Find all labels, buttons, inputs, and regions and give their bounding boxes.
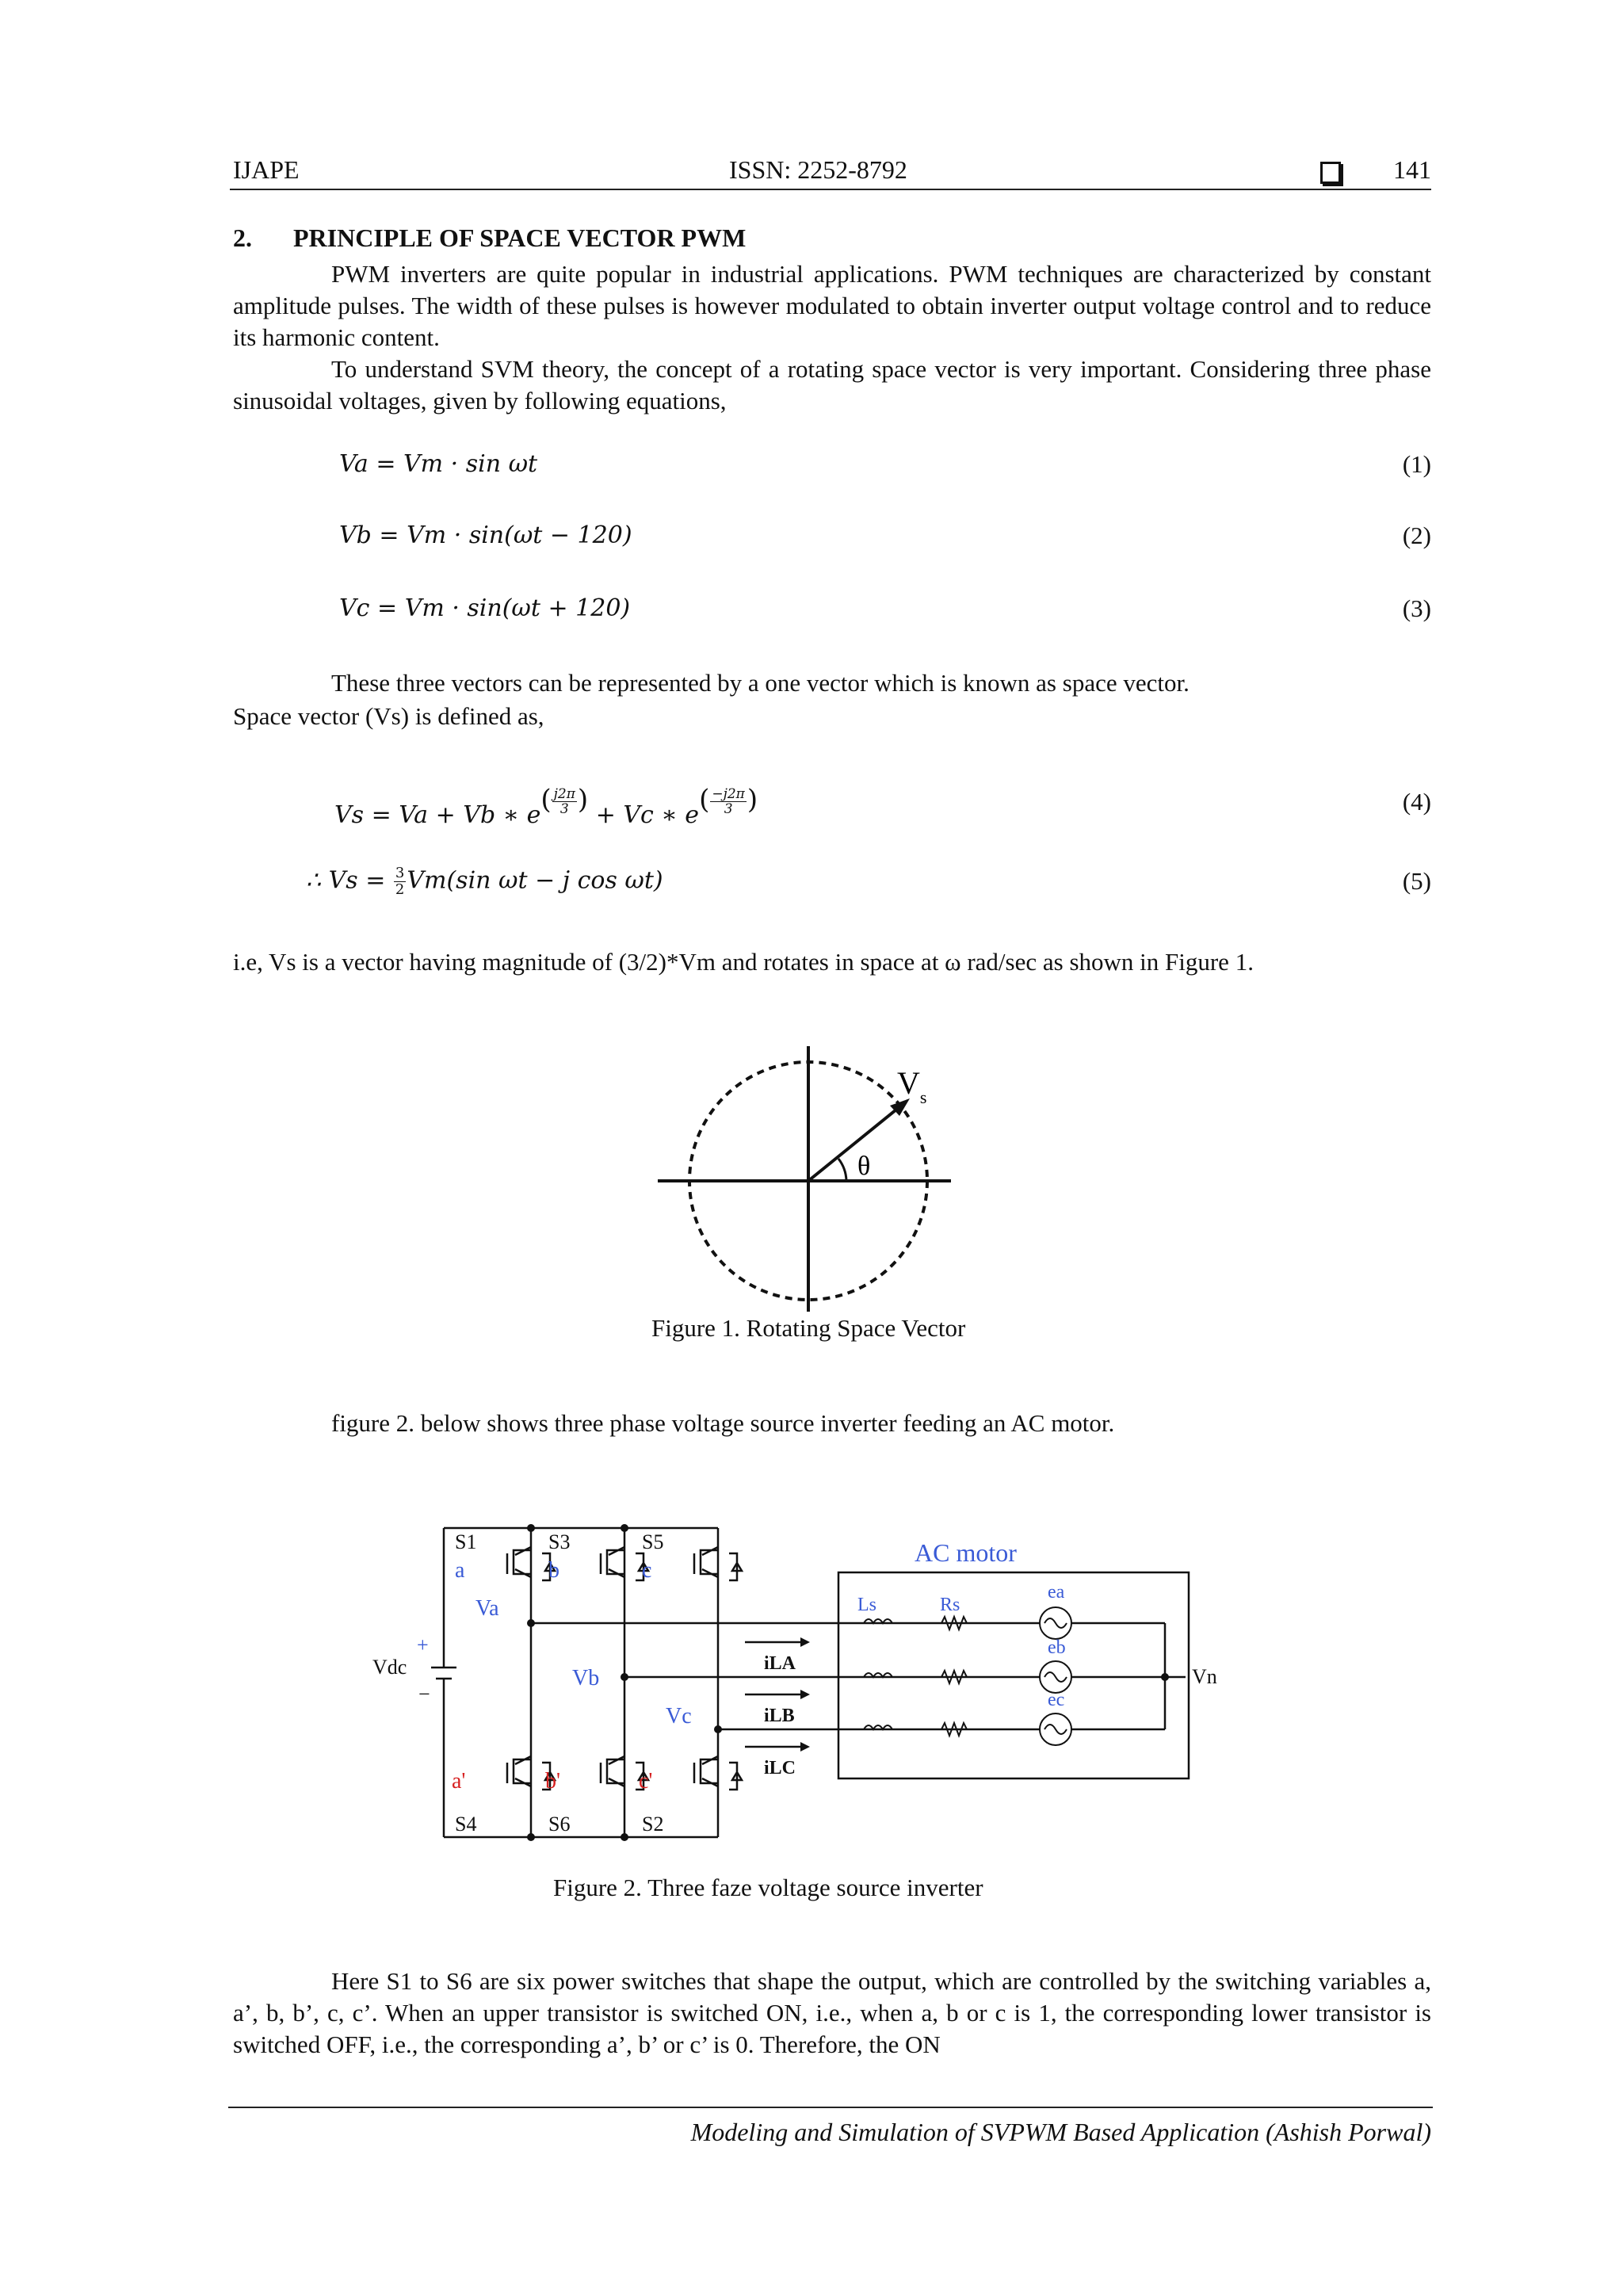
gate-a-prime: a' (452, 1769, 466, 1794)
label-s5: S5 (642, 1530, 664, 1553)
equation-5-number: (5) (1402, 867, 1431, 895)
section-number: 2. (233, 223, 252, 252)
vector-label: $V_s$ (897, 1065, 927, 1107)
label-ilb: iLB (764, 1706, 795, 1726)
label-plus: + (417, 1633, 429, 1656)
paragraph-1 (233, 258, 1431, 353)
label-vb: Vb (572, 1666, 600, 1690)
label-s6: S6 (548, 1813, 571, 1836)
motor-title: AC motor (915, 1538, 1017, 1567)
figure-1-caption: Figure 1. Rotating Space Vector (651, 1314, 966, 1342)
section-title: PRINCIPLE OF SPACE VECTOR PWM (293, 223, 747, 252)
gate-b: b (548, 1558, 559, 1583)
equation-4-number: (4) (1402, 788, 1431, 816)
label-s4: S4 (455, 1813, 477, 1836)
eq4-part-b: + Vc ∗ e (588, 801, 700, 829)
eq1-lhs: Va (339, 450, 369, 478)
eq5-prefix: ∴ Vs = (306, 866, 393, 895)
eq4-exponent-2: ( $\frac{-j2\pi}{3}$ ) (699, 784, 758, 817)
eq4-exponent-1: ( $\frac{j2\pi}{3}$ ) (540, 784, 589, 817)
paragraph-5: figure 2. below shows three phase voltage source inverter feeding an AC motor. (331, 1409, 1115, 1437)
equation-1: Va = Vm · sin ωt (339, 450, 538, 478)
paragraph-2 (233, 353, 1431, 417)
label-ls: Ls (857, 1595, 876, 1615)
eq5-rest: Vm(sin ωt − j cos ωt) (407, 866, 663, 895)
label-minus: − (418, 1683, 430, 1706)
label-s1: S1 (455, 1530, 477, 1553)
paragraph-3b: Space vector (Vs) is defined as, (233, 702, 544, 730)
footer-citation: Modeling and Simulation of SVPWM Based Application (Ashish Porwal) (690, 2118, 1431, 2146)
eq2-rhs: Vm · sin(ωt − 120) (407, 521, 632, 549)
label-vc: Vc (666, 1704, 692, 1729)
section-heading (233, 223, 746, 253)
page-number: 141 (1393, 155, 1431, 184)
label-vn: Vn (1192, 1665, 1217, 1688)
eq2-lhs: Vb (339, 521, 372, 549)
space-vector-arrow (808, 1106, 900, 1181)
eq1-rhs: Vm · sin ωt (403, 450, 538, 478)
label-va: Va (475, 1596, 499, 1621)
header-rule (230, 189, 1431, 190)
eq3-lhs: Vc (339, 594, 370, 622)
label-ilc: iLC (764, 1758, 796, 1778)
paragraph-4: i.e, Vs is a vector having magnitude of (3/2)*Vm and rotates in space at ω rad/sec as shown in Figure 1. (233, 948, 1254, 976)
gate-c-prime: c' (639, 1769, 653, 1794)
gate-c: c (642, 1558, 652, 1583)
paragraph-1-text: PWM inverters are quite popular in industrial applications. PWM techniques are characterized by constant amplitude pulses. The width of these pulses is however modulated to obtain inverter output voltage control and to reduce its harmonic content. (233, 260, 1431, 351)
angle-arc (838, 1159, 846, 1181)
figure-2-diagram (372, 1522, 1228, 1847)
label-s2: S2 (642, 1813, 664, 1836)
label-ec: ec (1048, 1690, 1065, 1710)
footer-rule (228, 2107, 1433, 2108)
equation-2: Vb = Vm · sin(ωt − 120) (339, 521, 632, 549)
paragraph-6 (233, 1966, 1431, 2061)
gate-a: a (455, 1558, 465, 1583)
figure-2-caption: Figure 2. Three faze voltage source inverter (553, 1874, 983, 1901)
equation-3-number: (3) (1402, 594, 1431, 622)
figure-1-diagram (658, 1046, 959, 1316)
equation-4 (334, 786, 758, 829)
label-rs: Rs (940, 1595, 960, 1615)
paragraph-3: These three vectors can be represented by a one vector which is known as space vector. (331, 669, 1190, 697)
label-eb: eb (1048, 1637, 1066, 1658)
eq3-rhs: Vm · sin(ωt + 120) (404, 594, 631, 622)
paragraph-2-text: To understand SVM theory, the concept of a rotating space vector is very important. Considering three phase sinusoidal voltages, given by following equations, (233, 355, 1431, 415)
label-ila: iLA (764, 1653, 796, 1674)
equation-5 (306, 865, 663, 898)
journal-name: IJAPE (233, 155, 300, 184)
equation-3: Vc = Vm · sin(ωt + 120) (339, 594, 631, 622)
label-vdc: Vdc (372, 1656, 407, 1679)
issn: ISSN: 2252-8792 (729, 155, 907, 184)
gate-b-prime: b' (545, 1769, 561, 1794)
header-box-icon (1320, 155, 1341, 185)
eq4-part-a: Vs = Va + Vb ∗ e (334, 801, 541, 829)
label-s3: S3 (548, 1530, 571, 1553)
angle-label: θ (857, 1152, 871, 1181)
eq5-coefficient: $\frac{3}{2}$ (395, 865, 405, 898)
equation-2-number: (2) (1402, 521, 1431, 549)
label-ea: ea (1048, 1582, 1065, 1603)
paragraph-6-text: Here S1 to S6 are six power switches that shape the output, which are controlled by the switching variables a, a’, b, b’, c, c’. When an upper transistor is switched ON, i.e., when a, b or c is 1, the corresponding lower transistor is switched OFF, i.e., the corresponding a’, b’ or c’ is 0. Therefore, the ON (233, 1967, 1431, 2058)
equation-1-number: (1) (1402, 450, 1431, 478)
